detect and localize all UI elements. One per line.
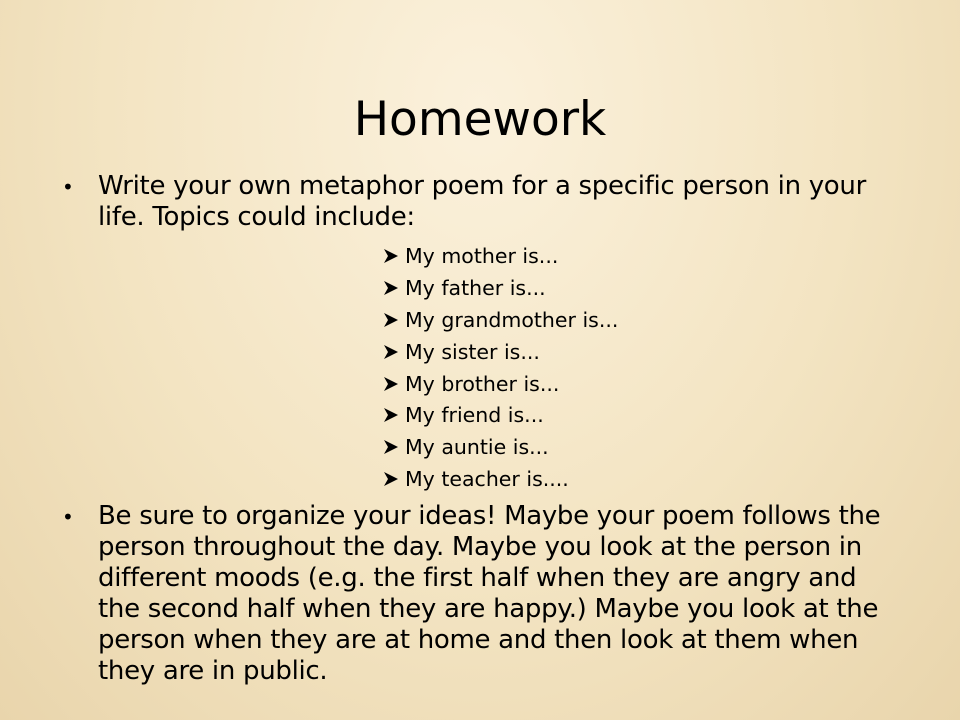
bullet-item [58,501,898,687]
bullet-text: Be sure to organize your ideas! Maybe your poem follows the person throughout the day. Maybe you look at the person in different moods (e.g. the first half when they are angry and the second half when they are happy.) Maybe you look at the person when they are at home and then look at them when they are in public. [98,501,881,686]
topic-item [383,399,618,431]
topic-text: My auntie is... [405,435,549,460]
topic-text: My teacher is.... [405,467,569,492]
topic-text: My sister is... [405,339,540,364]
topic-list [383,240,618,495]
arrowhead-icon [383,439,405,455]
arrowhead-icon [383,312,405,328]
topic-item [383,272,618,304]
topic-text: My brother is... [405,371,560,396]
arrowhead-icon [383,248,405,264]
topic-item [383,240,618,272]
topic-item [383,463,618,495]
arrowhead-icon [383,280,405,296]
topic-item [383,336,618,368]
arrowhead-icon [383,471,405,487]
bullet-dot: • [62,505,74,529]
topic-text: My friend is... [405,403,544,428]
topic-item [383,431,618,463]
topic-item [383,304,618,336]
arrowhead-icon [383,376,405,392]
bullet-item [58,171,898,233]
bullet-text: Write your own metaphor poem for a specific person in your life. Topics could include: [98,171,866,232]
topic-text: My grandmother is... [405,307,619,332]
arrowhead-icon [383,344,405,360]
topic-text: My father is... [405,275,546,300]
topic-text: My mother is... [405,243,559,268]
bullet-dot: • [62,175,74,199]
topic-item [383,368,618,400]
arrowhead-icon [383,407,405,423]
slide-title: Homework [353,92,607,148]
